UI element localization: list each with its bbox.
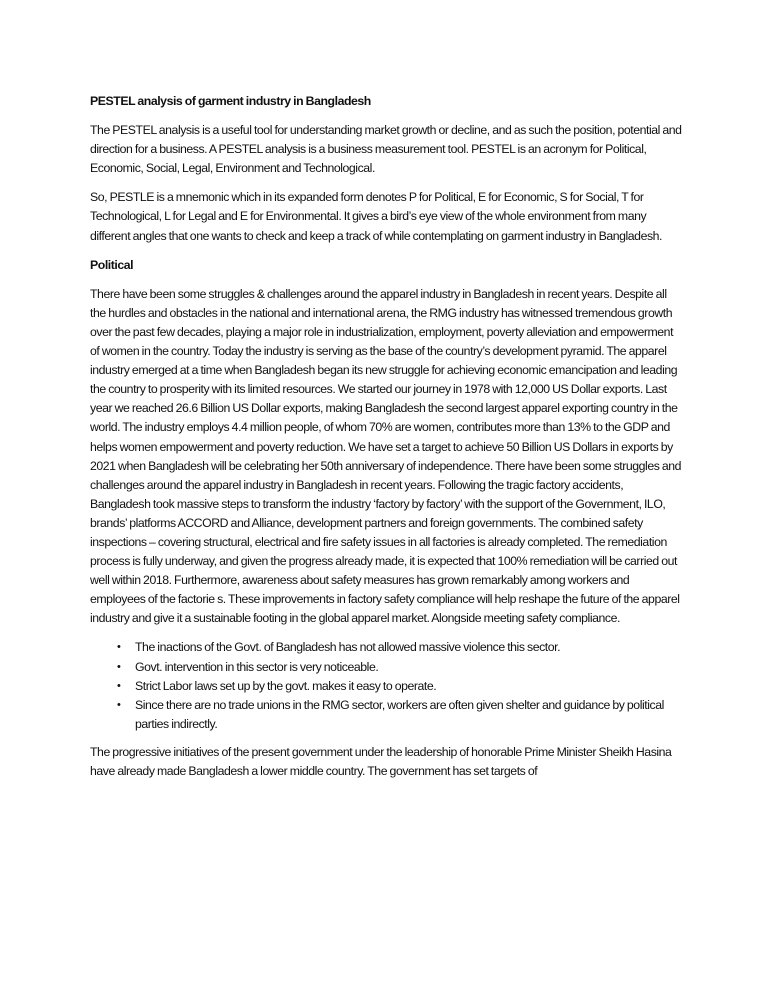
intro-paragraph-1: The PESTEL analysis is a useful tool for understanding market growth or decline, and as such the position, potential and direction for a business. A PESTEL analysis is a business measurement tool. PESTEL is an acronym for Political, Economic, Social, Legal, Environment and Technological. [90,123,682,176]
section-heading-political: Political [90,257,134,272]
list-item-text: Govt. intervention in this sector is very noticeable. [135,659,379,674]
bullet-icon: • [117,641,121,654]
list-item [90,677,682,696]
political-bullet-list [90,638,682,733]
bullet-icon: • [117,679,121,692]
bullet-icon: • [117,698,121,711]
document-body [90,92,682,791]
document-title: PESTEL analysis of garment industry in Bangladesh [90,94,371,108]
political-paragraph: There have been some struggles & challenges around the apparel industry in Bangladesh in recent years. Despite all the hurdles and obstacles in the national and international arena, the RMG industry has witnessed tremendous growth over the past few decades, playing a major role in industrialization, employment, poverty alleviation and empowerment of women in the country. Today the industry is serving as the base of the country’s development pyramid. The apparel industry emerged at a time when Bangladesh began its new struggle for achieving economic emancipation and leading the country to prosperity with its limited resources. We started our journey in 1978 with 12,000 US Dollar exports. Last year we reached 26.6 Billion US Dollar exports, making Bangladesh the second largest apparel exporting country in the world. The industry employs 4.4 million people, of whom 70% are women, contributes more than 13% to the GDP and helps women empowerment and poverty reduction. We have set a target to achieve 50 Billion US Dollars in exports by 2021 when Bangladesh will be celebrating her 50th anniversary of independence. There have been some struggles and challenges around the apparel industry in Bangladesh in recent years. Following the tragic factory accidents, Bangladesh took massive steps to transform the industry ‘factory by factory’ with the support of the Government, ILO, brands’ platforms ACCORD and Alliance, development partners and foreign governments. The combined safety inspections – covering structural, electrical and fire safety issues in all factories is already completed. The remediation process is fully underway, and given the progress already made, it is expected that 100% remediation will be carried out well within 2018. Furthermore, awareness about safety measures has grown remarkably among workers and employees of the factorie s. These improvements in factory safety compliance will help reshape the future of the apparel industry and give it a sustainable footing in the global apparel market. Alongside meeting safety compliance. [90,286,682,626]
list-item [90,658,682,677]
list-item [90,638,682,657]
list-item-text: Since there are no trade unions in the RMG sector, workers are often given shelter and guidance by political parties indirectly. [135,697,664,731]
bullet-icon: • [117,660,121,673]
list-item-text: The inactions of the Govt. of Bangladesh has not allowed massive violence this sector. [135,640,561,655]
list-item [90,696,682,734]
list-item-text: Strict Labor laws set up by the govt. makes it easy to operate. [135,678,437,693]
intro-paragraph-2: So, PESTLE is a mnemonic which in its expanded form denotes P for Political, E for Economic, S for Social, T for Technological, L for Legal and E for Environmental. It gives a bird’s eye view of the whole environment from many different angles that one wants to check and keep a track of while contemplating on garment industry in Bangladesh. [90,190,663,243]
closing-paragraph: The progressive initiatives of the present government under the leadership of honorable Prime Minister Sheikh Hasina have already made Bangladesh a lower middle country. The government has set targets of [90,744,672,778]
